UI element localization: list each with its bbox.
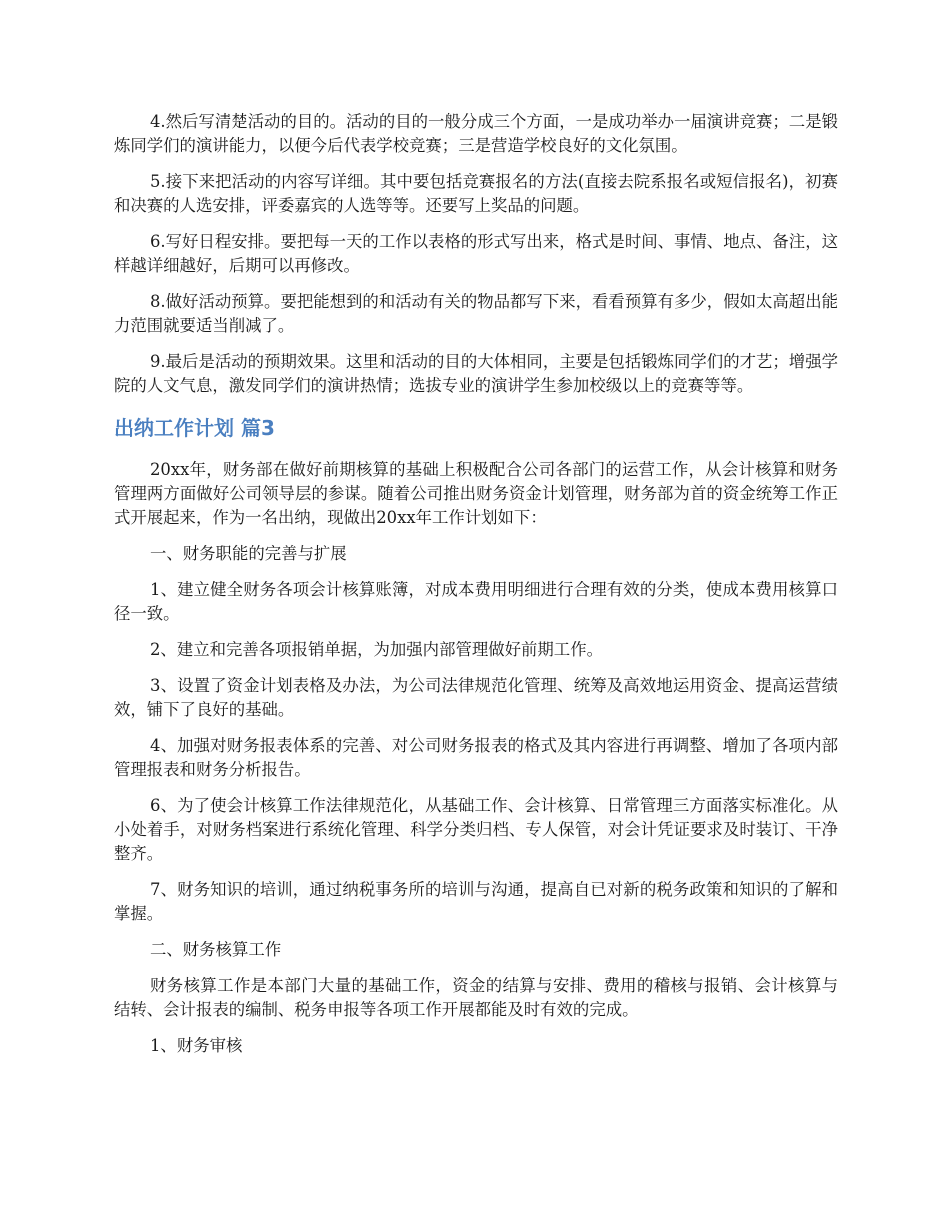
paragraph-step-9: 9.最后是活动的预期效果。这里和活动的目的大体相同，主要是包括锻炼同学们的才艺；增强学院的人文气息，激发同学们的演讲热情；选拔专业的演讲学生参加校级以上的竞赛等等。 <box>114 352 838 395</box>
subheading-finance-functions: 一、财务职能的完善与扩展 <box>150 544 347 563</box>
paragraph-step-8: 8.做好活动预算。要把能想到的和活动有关的物品都写下来，看看预算有多少，假如太高超出能力范围就要适当削减了。 <box>114 292 838 335</box>
paragraph-step-5: 5.接下来把活动的内容写详细。其中要包括竞赛报名的方法(直接去院系报名或短信报名)，初赛和决赛的人选安排，评委嘉宾的人选等等。还要写上奖品的问题。 <box>114 172 838 215</box>
paragraph-intro: 20xx年，财务部在做好前期核算的基础上积极配合公司各部门的运营工作，从会计核算和财务管理两方面做好公司领导层的参谋。随着公司推出财务资金计划管理，财务部为首的资金统筹工作正式开展起来，作为一名出纳，现做出20xx年工作计划如下： <box>114 460 838 527</box>
subheading-accounting-work: 二、财务核算工作 <box>150 940 282 959</box>
paragraph-item-2: 2、建立和完善各项报销单据，为加强内部管理做好前期工作。 <box>150 640 603 659</box>
paragraph-step-6: 6.写好日程安排。要把每一天的工作以表格的形式写出来，格式是时间、事情、地点、备注，这样越详细越好，后期可以再修改。 <box>114 232 838 275</box>
paragraph-item-1: 1、建立健全财务各项会计核算账簿，对成本费用明细进行合理有效的分类，使成本费用核算口径一致。 <box>114 580 838 623</box>
paragraph-item-3: 3、设置了资金计划表格及办法，为公司法律规范化管理、统筹及高效地运用资金、提高运营绩效，铺下了良好的基础。 <box>114 676 838 719</box>
paragraph-accounting-summary: 财务核算工作是本部门大量的基础工作，资金的结算与安排、费用的稽核与报销、会计核算与结转、会计报表的编制、税务申报等各项工作开展都能及时有效的完成。 <box>114 976 838 1019</box>
paragraph-item-4: 4、加强对财务报表体系的完善、对公司财务报表的格式及其内容进行再调整、增加了各项内部管理报表和财务分析报告。 <box>114 736 838 779</box>
paragraph-item-6: 6、为了使会计核算工作法律规范化，从基础工作、会计核算、日常管理三方面落实标准化。从小处着手，对财务档案进行系统化管理、科学分类归档、专人保管，对会计凭证要求及时装订、干净整齐。 <box>114 796 838 863</box>
paragraph-item-7: 7、财务知识的培训，通过纳税事务所的培训与沟通，提高自已对新的税务政策和知识的了解和掌握。 <box>114 880 838 923</box>
section-heading: 出纳工作计划 篇3 <box>114 416 275 440</box>
paragraph-step-4: 4.然后写清楚活动的目的。活动的目的一般分成三个方面，一是成功举办一届演讲竞赛；二是锻炼同学们的演讲能力，以便今后代表学校竞赛；三是营造学校良好的文化氛围。 <box>114 112 838 155</box>
subheading-financial-audit: 1、财务审核 <box>150 1036 243 1055</box>
